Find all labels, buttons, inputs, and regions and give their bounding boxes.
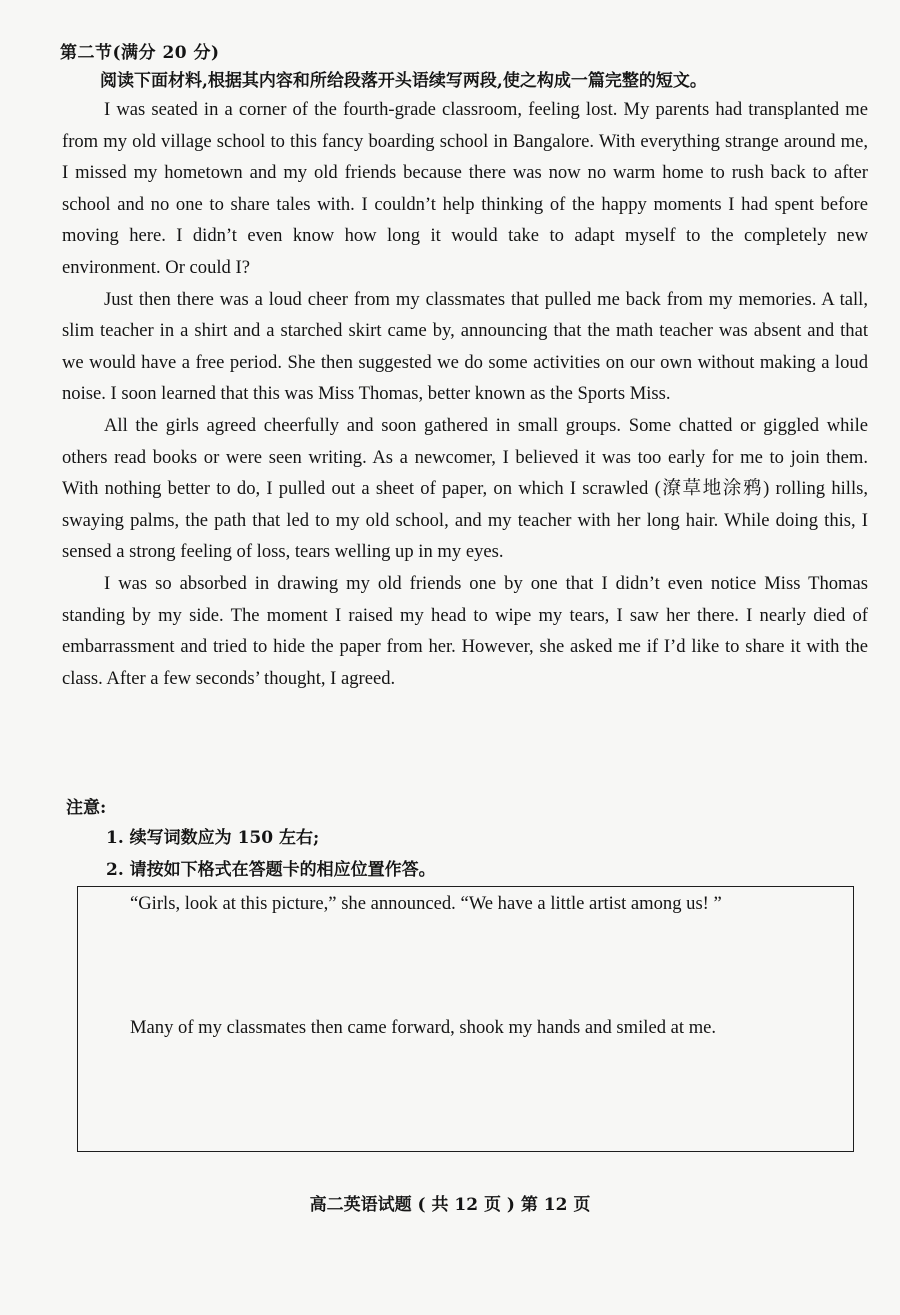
note-item-1: 1. 续写词数应为 150 左右; [106, 828, 320, 848]
reading-passage [62, 94, 868, 694]
passage-paragraph-3: All the girls agreed cheerfully and soon gathered in small groups. Some chatted or giggled while others read books or were seen writing. As a newcomer, I believed it was too early for me to join them. With nothing better to do, I pulled out a sheet of paper, on which I scrawled (潦草地涂鸦) rolling hills, swaying palms, the path that led to my old school, and my teacher with her long hair. While doing this, I sensed a strong feeling of loss, tears welling up in my eyes. [62, 414, 868, 563]
answer-format-box [77, 886, 854, 1152]
instruction-text: 阅读下面材料,根据其内容和所给段落开头语续写两段,使之构成一篇完整的短文。 [100, 71, 707, 91]
section-title: 第二节(满分 20 分) [60, 43, 220, 63]
passage-paragraph-4: I was so absorbed in drawing my old friends one by one that I didn’t even notice Miss Thomas standing by my side. The moment I raised my head to wipe my tears, I saw her there. I nearly died of embarrassment and tried to hide the paper from her. However, she asked me if I’d like to share it with the class. After a few seconds’ thought, I agreed. [62, 572, 868, 689]
paragraph-opening-1: “Girls, look at this picture,” she announced. “We have a little artist among us! ” [130, 893, 722, 914]
note-item-2: 2. 请按如下格式在答题卡的相应位置作答。 [106, 860, 436, 880]
notes-title: 注意: [66, 798, 107, 818]
paragraph-opening-2: Many of my classmates then came forward, shook my hands and smiled at me. [130, 1017, 717, 1038]
passage-paragraph-2: Just then there was a loud cheer from my classmates that pulled me back from my memories. A tall, slim teacher in a shirt and a starched skirt came by, announcing that the math teacher was absent and that we would have a free period. She then suggested we do some activities on our own without making a loud noise. I soon learned that this was Miss Thomas, better known as the Sports Miss. [62, 288, 868, 405]
passage-paragraph-1: I was seated in a corner of the fourth-grade classroom, feeling lost. My parents had transplanted me from my old village school to this fancy boarding school in Bangalore. With everything strange around me, I missed my hometown and my old friends because there was now no warm home to rush back to after school and no one to share tales with. I couldn’t help thinking of the happy moments I had spent before moving here. I didn’t even know how long it would take to adapt myself to the completely new environment. Or could I? [62, 99, 868, 278]
page-footer: 高二英语试题 ( 共 12 页 ) 第 12 页 [309, 1195, 591, 1215]
